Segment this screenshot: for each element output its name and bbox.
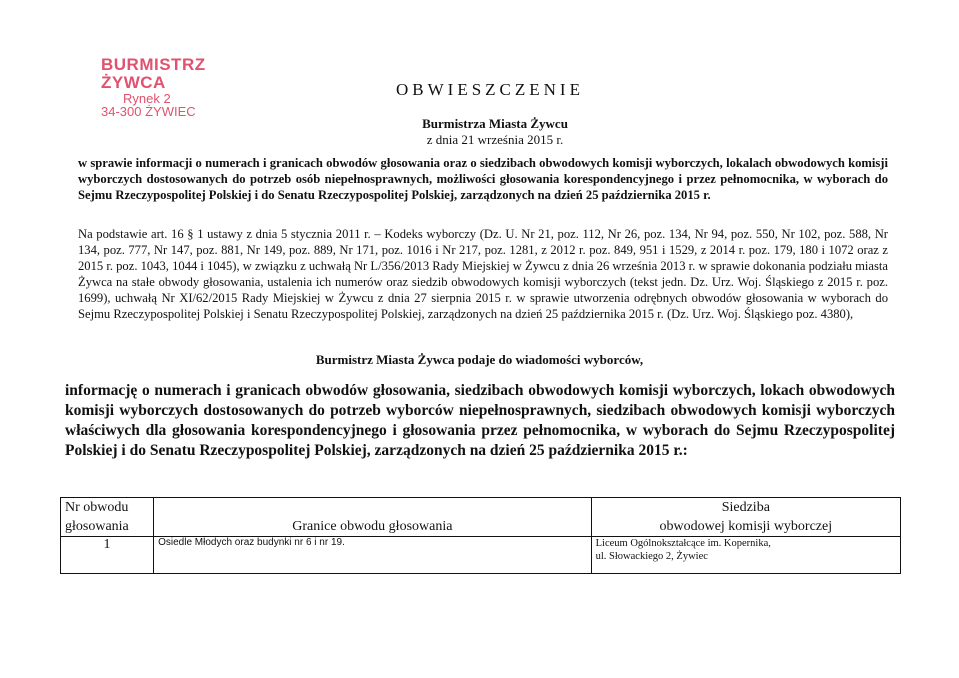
header-seat-line2: obwodowej komisji wyborczej xyxy=(659,519,833,534)
seat-line2: ul. Słowackiego 2, Żywiec xyxy=(595,551,708,562)
header-district-number xyxy=(61,498,154,537)
subject-paragraph: w sprawie informacji o numerach i granicach obwodów głosowania oraz o siedzibach obwodowych komisji wyborczych, lokalach obwodowych komisji wyborczych dostosowanych do potrzeb osób niepełnosprawnych, możliwości głosowania korespondencyjnego i przez pełnomocnika, w wyborach do Sejmu Rzeczypospolitej Polskiej i do Senatu Rzeczypospolitej Polskiej, zarządzonych na dzień 25 października 2015 r. xyxy=(78,156,888,202)
announcement-line: Burmistrz Miasta Żywca podaje do wiadomości wyborców, xyxy=(315,352,644,367)
table-row xyxy=(61,537,901,574)
header-commission-seat xyxy=(591,498,900,537)
issuer-block xyxy=(370,116,620,148)
table-header-row xyxy=(61,498,901,537)
seat-line1: Liceum Ogólnokształcące im. Kopernika, xyxy=(595,538,771,549)
issuer-name: Burmistrza Miasta Żywcu xyxy=(422,116,568,131)
stamp-line-2: Rynek 2 xyxy=(123,90,171,106)
header-seat-line1: Siedziba xyxy=(721,500,770,515)
document-title: OBWIESZCZENIE xyxy=(396,80,584,99)
header-nr-line2: głosowania xyxy=(65,519,129,534)
legal-basis-text: Na podstawie art. 16 § 1 ustawy z dnia 5 stycznia 2011 r. – Kodeks wyborczy (Dz. U. Nr 21, poz. 112, Nr 26, poz. 134, Nr 94, poz. 550, Nr 102, poz. 588, Nr 134, poz. 777, Nr 147, poz. 881, Nr 149, poz. 889, Nr 171, poz. 1016 i Nr 217, poz. 1281, z 2012 r. poz. 849, 951 i 1529, z 2014 r. poz. 179, 180 i 1072 oraz z 2015 r. poz. 1043, 1044 i 1045), w związku z uchwałą Nr L/356/2013 Rady Miejskiej w Żywcu z dnia 26 września 2013 r. w sprawie dokonania podziału miasta Żywca na stałe obwody głosowania, ustalenia ich numerów oraz siedzib obwodowych komisji wyborczych (tekst jedn. Dz. Urz. Woj. Śląskiego z 2015 r. poz. 1699), uchwałą Nr XI/62/2015 Rady Miejskiej w Żywcu z dnia 27 sierpnia 2015 r. w sprawie utworzenia odrębnych obwodów głosowania w wyborach do Sejmu Rzeczypospolitej Polskiej i Senatu Rzeczypospolitej Polskiej, zarządzonych na dzień 25 października 2015 r. (Dz. Urz. Woj. Śląskiego poz. 4380), xyxy=(78,227,889,321)
header-district-bounds: Granice obwodu głosowania xyxy=(154,498,592,537)
office-stamp xyxy=(101,56,271,119)
issue-date: z dnia 21 września 2015 r. xyxy=(426,132,564,147)
stamp-line-3: 34-300 ŻYWIEC xyxy=(101,104,196,120)
header-nr-line1: Nr obwodu xyxy=(65,500,129,515)
district-bounds-cell: Osiedle Młodych oraz budynki nr 6 i nr 19. xyxy=(154,537,592,574)
stamp-line-1: BURMISTRZ ŻYWCA xyxy=(101,55,206,92)
information-paragraph: informację o numerach i granicach obwodów głosowania, siedzibach obwodowych komisji wyborczych, lokach obwodowych komisji wyborczych dostosowanych do potrzeb wyborców niepełnosprawnych, siedzibach obwodowych komisji wyborczych właściwych dla głosowania korespondencyjnego i głosowania przez pełnomocnika, w wyborach do Sejmu Rzeczypospolitej Polskiej i do Senatu Rzeczypospolitej Polskiej, zarządzonych na dzień 25 października 2015 r.: xyxy=(65,382,895,459)
voting-districts-table xyxy=(60,497,901,574)
district-number-cell: 1 xyxy=(61,537,154,574)
legal-basis-paragraph xyxy=(78,226,888,322)
commission-seat-cell xyxy=(591,537,900,574)
